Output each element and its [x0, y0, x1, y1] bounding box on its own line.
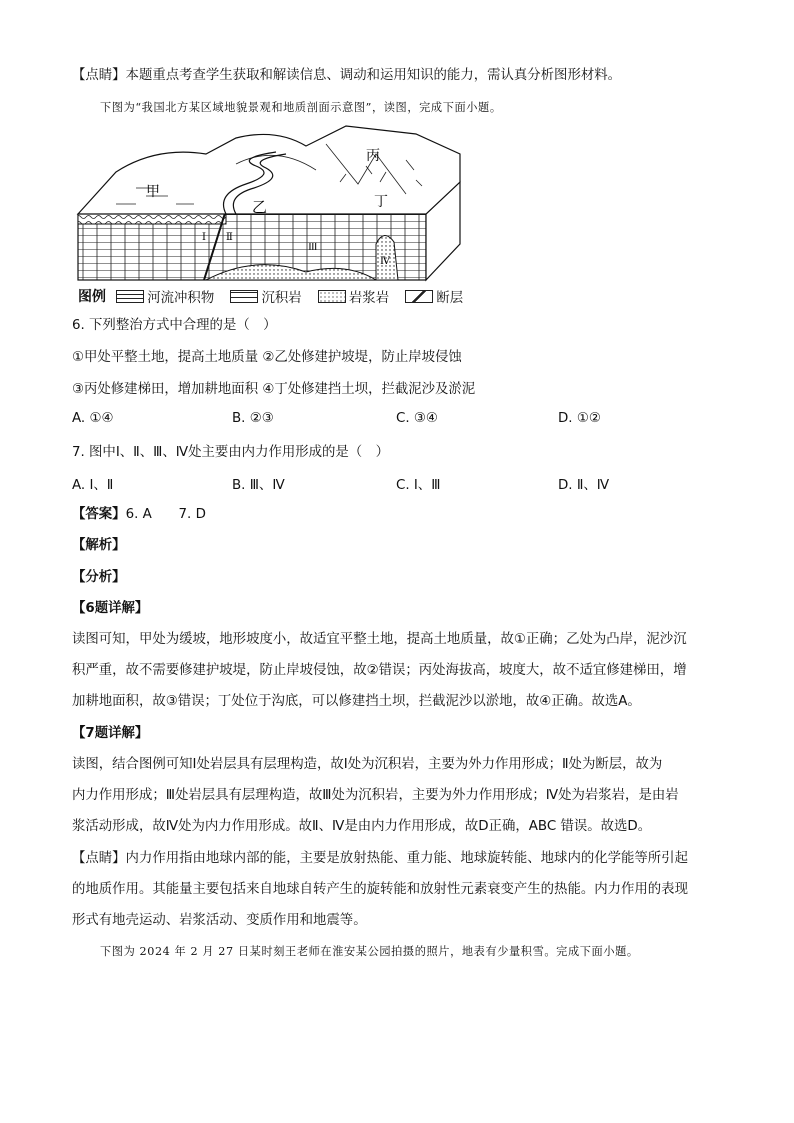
- answer-text: 6. A 7. D: [125, 507, 206, 522]
- legend-title: 图例: [78, 289, 106, 305]
- q6-option-a: A. ①④: [72, 411, 114, 426]
- alluvium-swatch-icon: [116, 290, 144, 303]
- figure-legend: [78, 286, 475, 306]
- label-ding: 丁: [374, 194, 388, 210]
- answer-label: 【答案】: [72, 507, 126, 522]
- note2-line-1: 【点睛】内力作用指由地球内部的能，主要是放射热能、重力能、地球旋转能、地球内的化学能等所引起: [72, 851, 688, 866]
- q6-option-b: B. ②③: [232, 411, 274, 426]
- note2-line-2: 的地质作用。其能量主要包括来自地球自转产生的旋转能和放射性元素衰变产生的热能。内力作用的表现: [72, 882, 688, 897]
- intro-2: 下图为 2024 年 2 月 27 日某时刻王老师在淮安某公园拍摄的照片，地表有少量积雪。完成下面小题。: [100, 945, 639, 958]
- q6-option-c: C. ③④: [396, 411, 438, 426]
- q7-option-b: B. Ⅲ、Ⅳ: [232, 478, 285, 493]
- q7-option-d: D. Ⅱ、Ⅳ: [558, 478, 610, 493]
- d7-line-1: 读图，结合图例可知Ⅰ处岩层具有层理构造，故Ⅰ处为沉积岩，主要为外力作用形成；Ⅱ处为断层，故为: [72, 757, 663, 772]
- q6-statement-line-1: ①甲处平整土地，提高土地质量 ②乙处修建护坡堤，防止岸坡侵蚀: [72, 350, 462, 365]
- q7-option-c: C. Ⅰ、Ⅲ: [396, 478, 441, 493]
- d7-title: 【7题详解】: [72, 726, 149, 741]
- q6-statement-line-2: ③丙处修建梯田，增加耕地面积 ④丁处修建挡土坝，拦截泥沙及淤泥: [72, 382, 476, 397]
- label-IV: Ⅳ: [380, 256, 390, 267]
- d6-line-2: 积严重，故不需要修建护坡堤，防止岸坡侵蚀，故②错误；丙处海拔高，坡度大，故不适宜修建梯田，增: [72, 663, 687, 678]
- label-I: Ⅰ: [202, 232, 206, 243]
- d6-title: 【6题详解】: [72, 601, 149, 616]
- label-III: Ⅲ: [308, 242, 318, 253]
- d6-line-1: 读图可知，甲处为缓坡，地形坡度小，故适宜平整土地，提高土地质量，故①正确；乙处为凸岸，泥沙沉: [72, 632, 687, 647]
- d7-line-3: 浆活动形成，故Ⅳ处为内力作用形成。故Ⅱ、Ⅳ是由内力作用形成，故D正确，ABC 错误。故选D。: [72, 819, 652, 834]
- answer-line: [72, 505, 206, 525]
- legend-item-sedimentary: 沉积岩: [230, 287, 309, 306]
- analysis-label: 【解析】: [72, 538, 126, 553]
- q7-options: [72, 474, 724, 494]
- igneous-swatch-icon: [318, 290, 346, 303]
- d6-line-3: 加耕地面积，故③错误；丁处位于沟底，可以修建挡土坝，拦截泥沙以淤地，故④正确。故选A。: [72, 694, 641, 709]
- fault-swatch-icon: [405, 290, 433, 303]
- label-yi: 乙: [252, 198, 268, 216]
- top-note: 【点睛】本题重点考查学生获取和解读信息、调动和运用知识的能力，需认真分析图形材料。: [72, 68, 622, 83]
- fenxi-label: 【分析】: [72, 570, 126, 585]
- legend-item-alluvium: 河流冲积物: [116, 287, 222, 306]
- note2-line-3: 形式有地壳运动、岩浆活动、变质作用和地震等。: [72, 913, 367, 928]
- legend-item-igneous: 岩浆岩: [318, 287, 397, 306]
- q7-option-a: A. Ⅰ、Ⅱ: [72, 478, 114, 493]
- intro-1: 下图为“我国北方某区域地貌景观和地质剖面示意图”，读图，完成下面小题。: [100, 101, 502, 114]
- label-jia: 甲: [146, 184, 160, 200]
- label-II: Ⅱ: [226, 232, 233, 243]
- q6-options: [72, 411, 724, 431]
- q7-stem: 7. 图中Ⅰ、Ⅱ、Ⅲ、Ⅳ处主要由内力作用形成的是（ ）: [72, 445, 389, 460]
- q6-option-d: D. ①②: [558, 411, 601, 426]
- legend-item-fault: 断层: [405, 287, 471, 306]
- geology-block-diagram: [76, 124, 476, 284]
- q6-stem: 6. 下列整治方式中合理的是（ ）: [72, 318, 277, 333]
- sedimentary-swatch-icon: [230, 290, 258, 303]
- d7-line-2: 内力作用形成；Ⅲ处岩层具有层理构造，故Ⅲ处为沉积岩，主要为外力作用形成；Ⅳ处为岩浆岩，是由岩: [72, 788, 679, 803]
- label-bing: 丙: [366, 148, 380, 164]
